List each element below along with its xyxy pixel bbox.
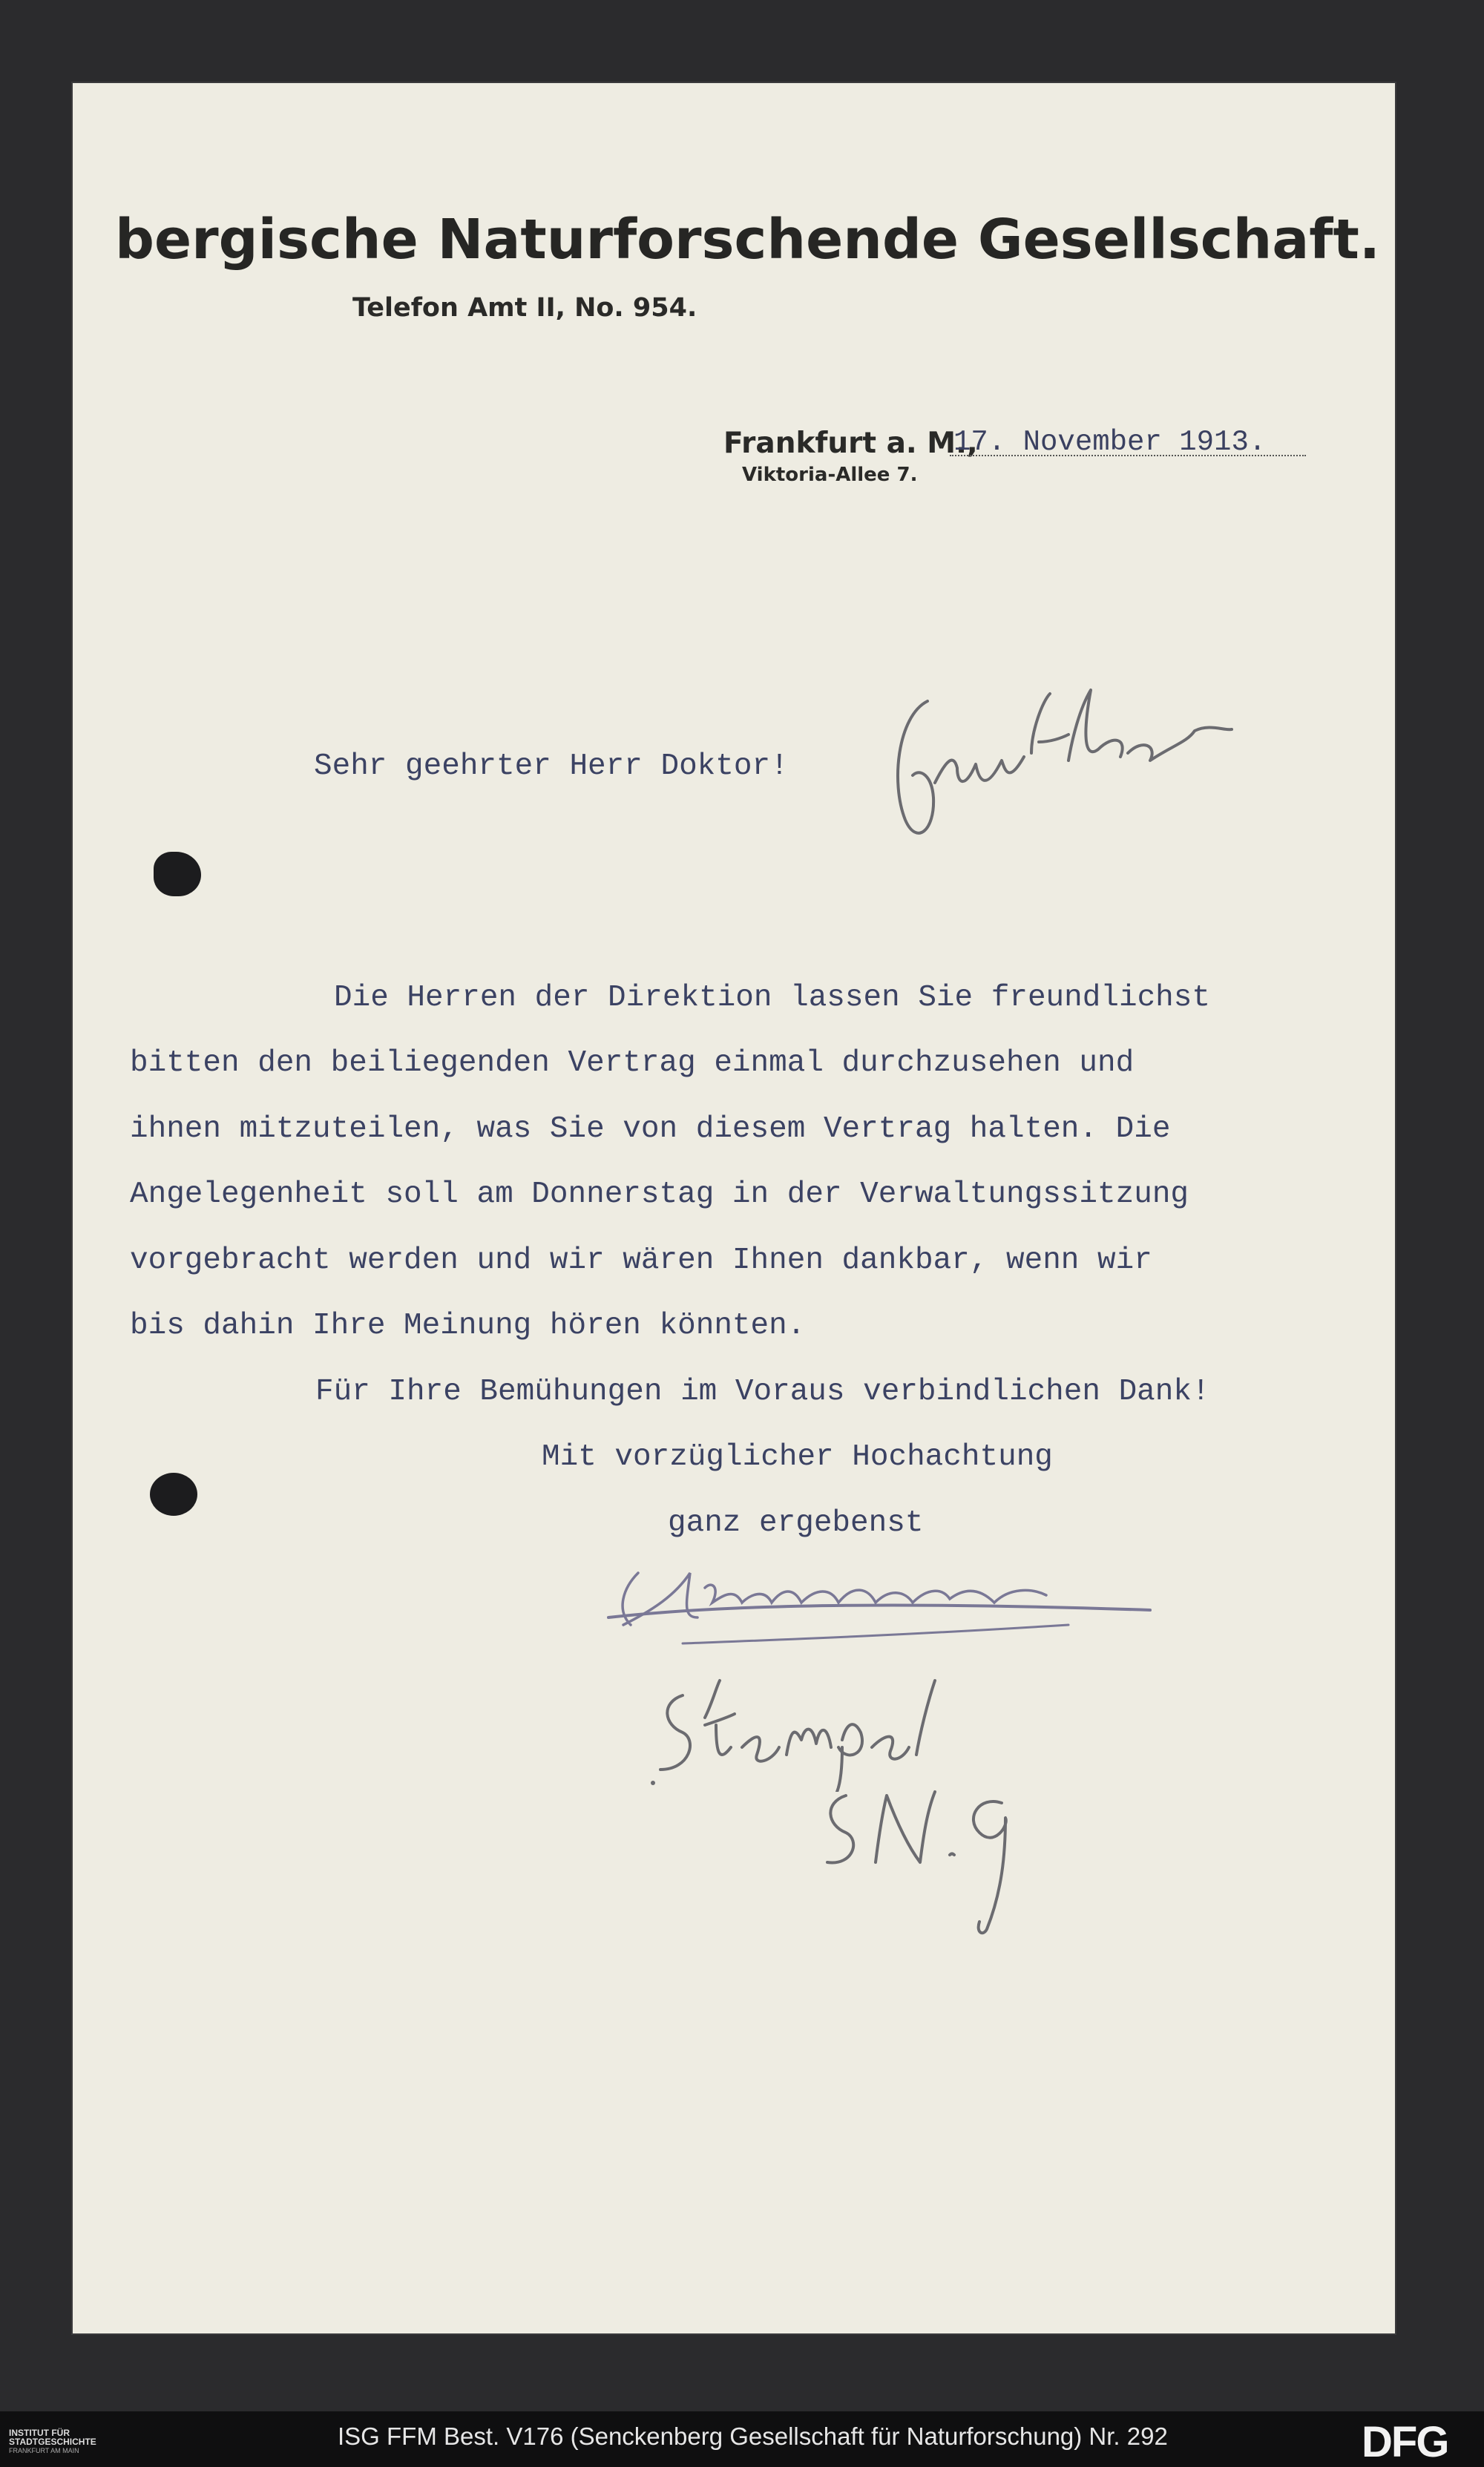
letterhead-phone: Telefon Amt II, No. 954. (352, 293, 697, 323)
pencil-note-stempel (646, 1673, 957, 1792)
punch-hole-top (154, 852, 201, 896)
letterhead-society-name: bergische Naturforschende Gesellschaft. (115, 208, 1380, 272)
letterhead-place: Frankfurt a. M., (723, 427, 978, 460)
body-line-6: bis dahin Ihre Meinung hören könnten. (130, 1309, 806, 1343)
body-line-2: bitten den beiliegenden Vertrag einmal durchzusehen und (130, 1046, 1135, 1080)
institute-line-3: FRANKFURT AM MAIN (9, 2447, 79, 2454)
closing-line: Mit vorzüglicher Hochachtung (542, 1440, 1053, 1474)
signature-crossed-out (594, 1543, 1158, 1677)
body-line-5: vorgebracht werden und wir wären Ihnen dankbar, wenn wir (130, 1244, 1152, 1278)
institute-line-1: INSTITUT FÜR (9, 2428, 70, 2438)
thanks-line: Für Ihre Bemühungen im Voraus verbindlichen Dank! (315, 1375, 1210, 1409)
punch-hole-bottom (150, 1473, 197, 1516)
institute-logo (9, 2428, 128, 2455)
dfg-logo: DFG (1362, 2418, 1448, 2466)
letter-date: 17. November 1913. (953, 426, 1267, 459)
archive-caption: ISG FFM Best. V176 (Senckenberg Gesellschaft für Naturforschung) Nr. 292 (338, 2422, 1168, 2450)
letterhead-address: Viktoria-Allee 7. (742, 464, 918, 486)
pencil-note-sng (816, 1781, 1054, 1944)
closing-line-2: ganz ergebenst (668, 1506, 924, 1540)
body-line-3: ihnen mitzuteilen, was Sie von diesem Vertrag halten. Die (130, 1112, 1171, 1146)
institute-line-2: STADTGESCHICHTE (9, 2437, 96, 2447)
salutation: Sehr geehrter Herr Doktor! (314, 749, 789, 784)
body-line-4: Angelegenheit soll am Donnerstag in der Verwaltungssitzung (130, 1177, 1189, 1212)
body-line-1: Die Herren der Direktion lassen Sie freundlichst (334, 981, 1210, 1015)
handwritten-recipient-name (883, 671, 1254, 850)
